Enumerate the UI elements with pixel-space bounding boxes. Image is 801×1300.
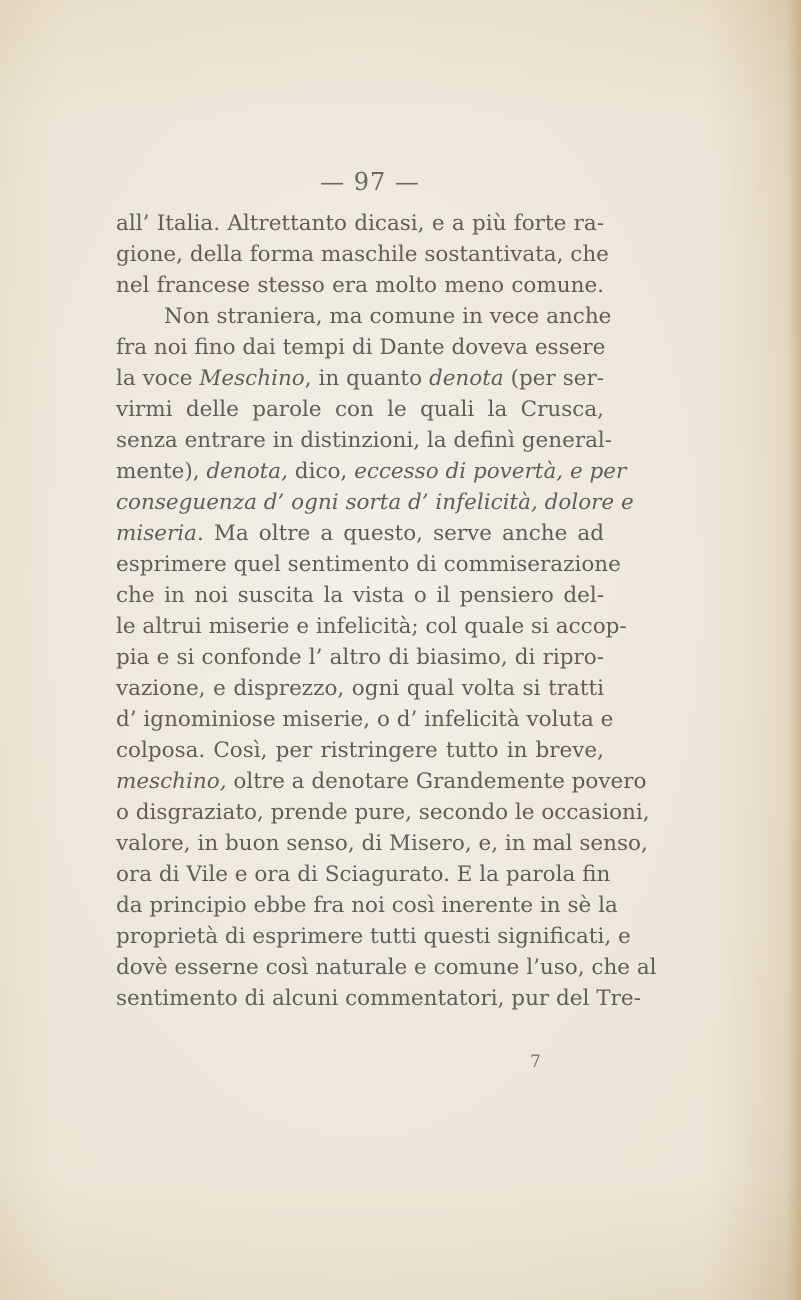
text-line [116,890,618,921]
italic-text: conseguenza d’ ogni sorta d’ infelicità, dolore e [116,490,634,515]
text-line [116,549,621,580]
text-segment: virmi delle parole con le quali la Crusca, [116,397,604,422]
text-line [116,921,631,952]
page-number-header: — 97 — [320,168,420,196]
body-text [116,208,657,1014]
text-segment: o disgraziato, prende pure, secondo le occasioni, [116,800,650,825]
text-segment: ora di Vile e ora di Sciagurato. E la parola fin [116,862,611,887]
text-line [116,766,647,797]
text-segment: la voce [116,366,200,391]
text-line [116,859,611,890]
text-segment: pia e si confonde l’ altro di biasimo, di ripro- [116,645,604,670]
text-segment: dico, [287,459,355,484]
text-segment: all’ Italia. Altrettanto dicasi, e a più forte ra- [116,211,604,236]
text-line [116,673,604,704]
text-segment: gione, della forma maschile sostantivata, che [116,242,609,267]
text-line [116,487,634,518]
text-segment: nel francese stesso era molto meno comune. [116,273,604,298]
italic-text: denota, [206,459,288,484]
text-line [116,580,604,611]
text-segment: le altrui miserie e infelicità; col quale si accop- [116,614,627,639]
text-line [116,208,604,239]
italic-text: miseria [116,521,197,546]
text-line [116,425,613,456]
italic-text: eccesso di povertà, e per [354,459,627,484]
text-segment: che in noi suscita la vista o il pensiero del- [116,583,604,608]
text-line [116,270,604,301]
text-line [116,642,604,673]
text-segment: da principio ebbe fra noi così inerente in sè la [116,893,618,918]
text-segment: Non straniera, ma comune in vece anche [164,304,612,329]
text-segment: sentimento di alcuni commentatori, pur del Tre- [116,986,641,1011]
text-line [116,518,604,549]
text-line [116,456,627,487]
text-segment: mente), [116,459,207,484]
italic-text: meschino, [116,769,227,794]
text-line [116,394,604,425]
text-segment: proprietà di esprimere tutti questi significati, e [116,924,631,949]
text-segment: dovè esserne così naturale e comune l’uso, che al [116,955,657,980]
text-segment: senza entrare in distinzioni, la definì general- [116,428,613,453]
text-line [116,828,648,859]
text-line [116,611,627,642]
text-line [116,239,609,270]
text-segment: esprimere quel sentimento di commiserazione [116,552,621,577]
text-line [116,735,604,766]
italic-text: denota [428,366,504,391]
text-segment: , in quanto [304,366,429,391]
text-segment: colposa. Così, per ristringere tutto in breve, [116,738,604,763]
text-line [116,952,657,983]
italic-text: Meschino [199,366,305,391]
text-segment: (per ser- [503,366,604,391]
text-line [116,332,604,363]
page-edge-shadow [787,0,801,1300]
text-line [116,797,650,828]
text-segment: fra noi fino dai tempi di Dante doveva essere [116,335,606,360]
text-segment: . Ma oltre a questo, serve anche ad [197,521,604,546]
text-segment: valore, in buon senso, di Misero, e, in mal senso, [116,831,648,856]
text-line [116,983,641,1014]
text-segment: vazione, e disprezzo, ogni qual volta si tratti [116,676,604,701]
text-line [116,301,612,332]
text-segment: d’ ignominiose miserie, o d’ infelicità voluta e [116,707,614,732]
text-line [116,363,604,394]
text-line [116,704,614,735]
signature-mark: 7 [530,1052,541,1072]
text-segment: oltre a denotare Grandemente povero [226,769,647,794]
